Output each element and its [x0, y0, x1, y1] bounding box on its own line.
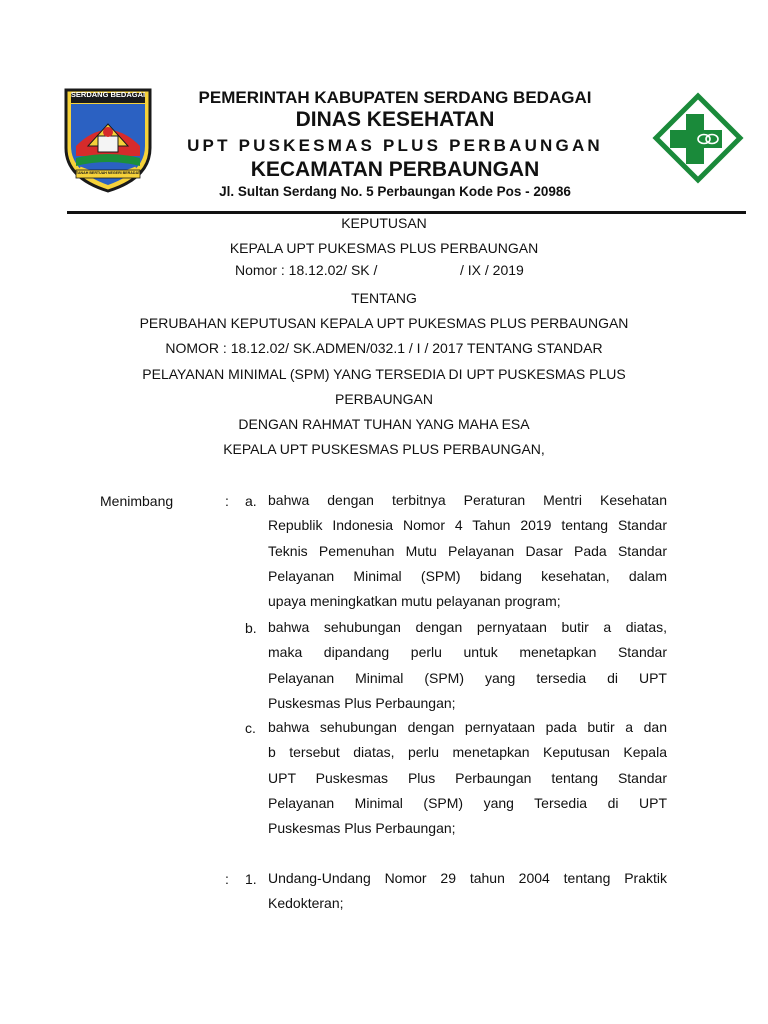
item-1-line: Kedokteran;: [268, 895, 344, 912]
title-keputusan: KEPUTUSAN: [341, 215, 427, 231]
item-b-text: [268, 615, 667, 716]
menimbang-colon: :: [225, 493, 229, 509]
item-1-line: Undang-Undang Nomor 29 tahun 2004 tentang Praktik: [268, 870, 667, 886]
item-a-text: [268, 488, 667, 614]
header-agency: DINAS KESEHATAN: [295, 108, 495, 131]
item-c-line: bahwa sehubungan dengan pernyataan pada butir a dan: [268, 719, 667, 735]
item-b-line: Pelayanan Minimal (SPM) yang tersedia di UPT: [268, 669, 667, 686]
title-invocation: DENGAN RAHMAT TUHAN YANG MAHA ESA: [238, 416, 530, 432]
title-nomor: Nomor : 18.12.02/ SK /: [235, 262, 378, 278]
item-1-text: [268, 866, 667, 917]
header-government: PEMERINTAH KABUPATEN SERDANG BEDAGAI: [198, 88, 592, 107]
title-subject-3: PELAYANAN MINIMAL (SPM) YANG TERSEDIA DI UPT PUSKESMAS PLUS: [142, 366, 626, 382]
title-nomor-suffix: / IX / 2019: [460, 262, 524, 278]
title-kepala: KEPALA UPT PUKESMAS PLUS PERBAUNGAN: [229, 240, 539, 256]
item-c-line: UPT Puskesmas Plus Perbaungan tentang Standar: [268, 769, 667, 786]
item-b-line: maka dipandang perlu untuk menetapkan Standar: [268, 644, 667, 661]
item-a-line: Teknis Pemenuhan Mutu Pelayanan Dasar Pada Standar: [268, 542, 667, 559]
title-subject-4: PERBAUNGAN: [334, 391, 434, 407]
title-tentang: TENTANG: [351, 290, 417, 306]
header-unit: UPT PUSKESMAS PLUS PERBAUNGAN: [187, 136, 603, 155]
item-a-marker: a.: [245, 493, 257, 509]
item-c-line: Pelayanan Minimal (SPM) yang Tersedia di UPT: [268, 794, 667, 811]
title-subject-1: PERUBAHAN KEPUTUSAN KEPALA UPT PUKESMAS PLUS PERBAUNGAN: [139, 315, 629, 331]
mengingat-colon: :: [225, 871, 229, 887]
title-issuer: KEPALA UPT PUSKESMAS PLUS PERBAUNGAN,: [223, 441, 545, 457]
header-address: Jl. Sultan Serdang No. 5 Perbaungan Kode Pos - 20986: [219, 184, 571, 199]
item-c-text: [268, 715, 667, 841]
item-b-marker: b.: [245, 620, 257, 636]
menimbang-label: Menimbang: [100, 493, 174, 509]
logo-left-motto: TANAH BERTUAH NEGERI BERADAT: [76, 171, 140, 175]
puskesmas-logo: [652, 92, 744, 184]
item-c-line: Puskesmas Plus Perbaungan;: [268, 820, 456, 837]
item-c-marker: c.: [245, 720, 256, 736]
item-a-line: Pelayanan Minimal (SPM) bidang kesehatan, dalam: [268, 567, 667, 584]
header-district: KECAMATAN PERBAUNGAN: [250, 158, 540, 181]
item-c-line: b tersebut diatas, perlu menetapkan Keputusan Kepala: [268, 744, 667, 761]
item-b-line: bahwa sehubungan dengan pernyataan butir a diatas,: [268, 619, 667, 635]
item-a-line: upaya meningkatkan mutu pelayanan program;: [268, 593, 561, 610]
item-a-line: Republik Indonesia Nomor 4 Tahun 2019 tentang Standar: [268, 517, 667, 534]
item-a-line: bahwa dengan terbitnya Peraturan Mentri Kesehatan: [268, 492, 667, 508]
item-b-line: Puskesmas Plus Perbaungan;: [268, 694, 456, 711]
item-1-marker: 1.: [245, 871, 257, 887]
logo-left-title: SERDANG BEDAGAI: [70, 90, 146, 99]
title-subject-2: NOMOR : 18.12.02/ SK.ADMEN/032.1 / I / 2017 TENTANG STANDAR: [165, 340, 603, 356]
